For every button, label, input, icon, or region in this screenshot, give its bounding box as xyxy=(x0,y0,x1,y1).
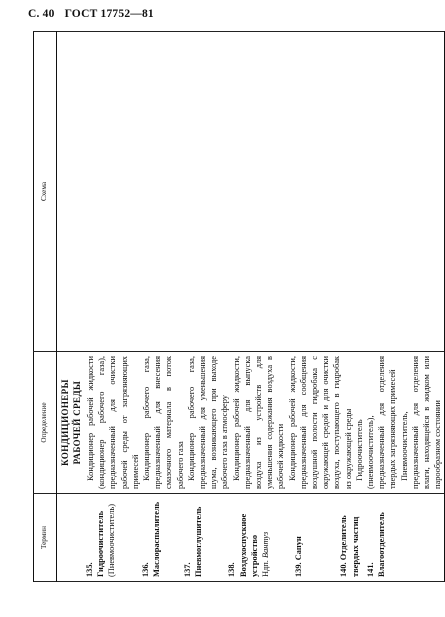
terms-table-rotated xyxy=(33,32,443,582)
column-header-scheme: Схема xyxy=(34,32,57,352)
table-body-row xyxy=(57,32,445,582)
section-title: КОНДИЦИОНЕРЫ РАБОЧЕЙ СРЕДЫ xyxy=(60,379,82,466)
page-header xyxy=(28,8,154,20)
term-138: 138. Воздухоспускное устройство xyxy=(227,513,259,577)
term-135: 135. Гидроочиститель xyxy=(85,510,106,577)
term-138-alt-prefix: Ндп. xyxy=(261,560,271,577)
column-header-term: Термин xyxy=(34,494,57,582)
table-header-row xyxy=(34,32,57,582)
definition-141: Пневмоочиститель, предназначенный для отделения влаги, находящейся в жидком или парообразном состоянии xyxy=(399,356,443,489)
term-cell xyxy=(57,494,445,582)
column-header-definition: Определение xyxy=(34,352,57,494)
definition-138: Кондиционер рабочей жидкости, предназначенный для выпуска воздуха из устройств для уменьшения содержания воздуха в рабочей жидкости xyxy=(231,356,286,489)
standard-number: ГОСТ 17752—81 xyxy=(64,8,154,20)
term-136: 136. Маслораспылитель xyxy=(140,501,161,577)
definition-139: Кондиционер рабочей жидкости, предназначенный для сообщения воздушной полости гидробака с окружающей средой и для очистки воздуха, поступающего в гидробак из окружающей среды xyxy=(287,356,353,489)
scheme-cell xyxy=(57,32,445,352)
page-number: С. 40 xyxy=(28,8,55,20)
term-141: 141. Влагоотделитель xyxy=(365,512,387,577)
term-139: 139. Сапун xyxy=(294,536,304,577)
term-137: 137. Пневмоглушитель xyxy=(183,506,204,577)
definition-136: Кондиционер рабочего газа, предназначенный для внесения смазочного материала в поток рабочего газа xyxy=(142,356,185,489)
term-138-alt: Вантуз xyxy=(261,531,271,559)
definition-cell xyxy=(57,352,445,494)
definition-137: Кондиционер рабочего газа, предназначенный для уменьшения шума, возникающего при выходе рабочего газа в атмосферу xyxy=(186,356,230,489)
definition-135: Кондиционер рабочей жидкости (кондиционер рабочего газа), предназначенный для очистки рабочей среды от загрязняющих примесей xyxy=(86,356,140,489)
terms-table xyxy=(33,31,445,582)
term-135-alt: (Пневмоочиститель) xyxy=(107,503,117,577)
term-140: 140. Отделитель твердых частиц xyxy=(339,515,360,577)
definition-140: Гидроочиститель (пневмоочиститель), предназначенный для отделения твердых загрязняющих примесей xyxy=(354,356,398,489)
